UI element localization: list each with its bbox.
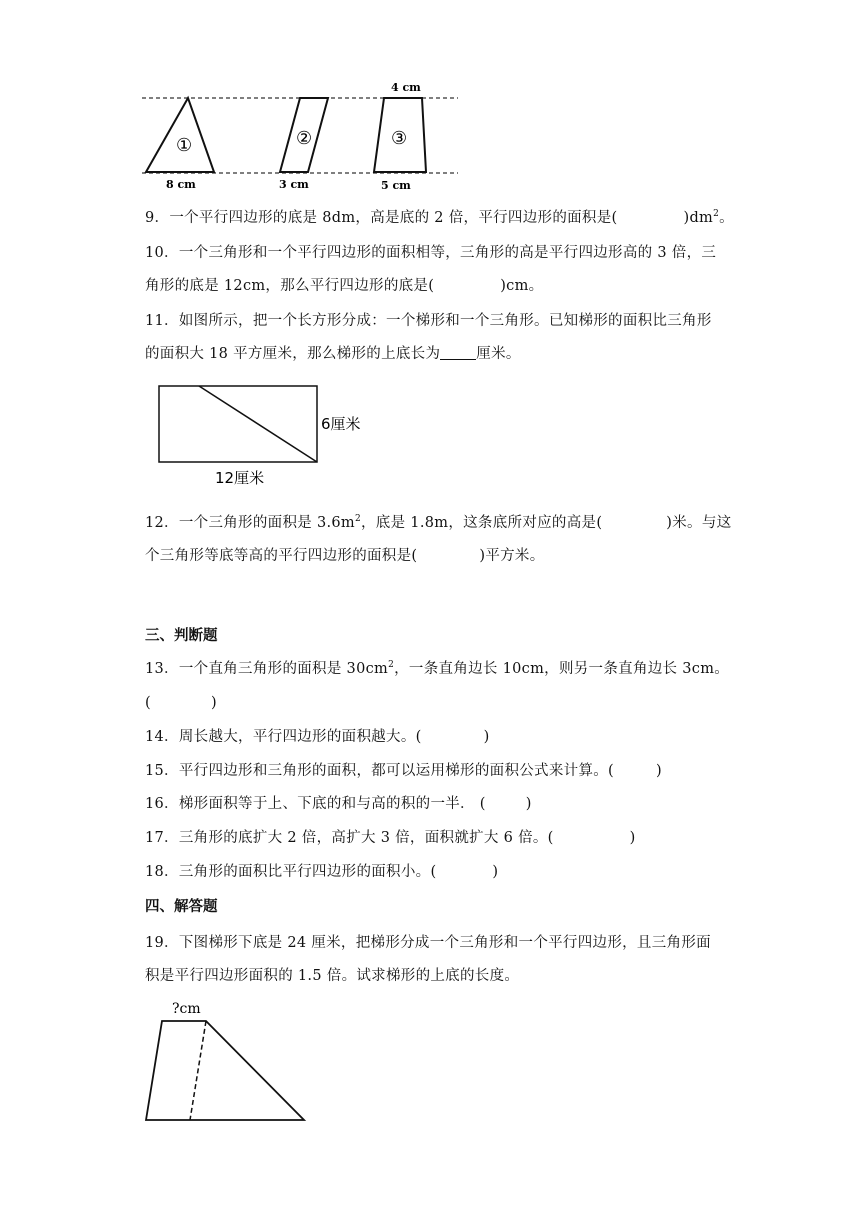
section-3-heading: 三、判断题 bbox=[145, 628, 218, 644]
question-13-line-1: 13．一个直角三角形的面积是 $30cm^2$，一条直角边长 10cm，则另一条直角边长 3cm。 bbox=[145, 660, 730, 677]
question-19-line-1: 19．下图梯形下底是 24 厘米，把梯形分成一个三角形和一个平行四边形，且三角形面 bbox=[145, 935, 711, 951]
trapezoid-shape bbox=[146, 1021, 304, 1120]
question-14: 14．周长越大，平行四边形的面积越大。( ) bbox=[145, 729, 490, 745]
shape-3-label: ③ bbox=[391, 128, 408, 149]
shape-1-label: ① bbox=[176, 135, 193, 156]
question-12-line-1: 12．一个三角形的面积是 $3.6m^2$，底是 1.8m，这条底所对应的高是( )米。与这 bbox=[145, 514, 732, 531]
width-label: 12厘米 bbox=[215, 469, 265, 487]
question-16: 16．梯形面积等于上、下底的和与高的积的一半． ( ) bbox=[145, 796, 532, 812]
base-1-label: 8 cm bbox=[166, 178, 196, 191]
dashed-divider bbox=[190, 1021, 206, 1120]
question-15: 15．平行四边形和三角形的面积，都可以运用梯形的面积公式来计算。( ) bbox=[145, 763, 662, 779]
question-13-line-2: ( ) bbox=[145, 695, 217, 711]
question-12-line-2: 个三角形等底等高的平行四边形的面积是( )平方米。 bbox=[145, 548, 545, 564]
question-18: 18．三角形的面积比平行四边形的面积小。( ) bbox=[145, 864, 499, 880]
height-label: 6厘米 bbox=[321, 415, 361, 433]
section-4-heading: 四、解答题 bbox=[145, 899, 218, 915]
answer-blank[interactable] bbox=[440, 345, 476, 360]
top-base-label: ?cm bbox=[172, 1001, 201, 1017]
question-10-line-2: 角形的底是 12cm，那么平行四边形的底是( )cm。 bbox=[145, 278, 544, 294]
question-17: 17．三角形的底扩大 2 倍，高扩大 3 倍，面积就扩大 6 倍。( ) bbox=[145, 830, 636, 846]
question-8-figure bbox=[140, 76, 470, 196]
top-length-label: 4 cm bbox=[391, 81, 421, 94]
diagonal-line bbox=[199, 386, 317, 462]
question-10-line-1: 10．一个三角形和一个平行四边形的面积相等，三角形的高是平行四边形高的 3 倍，三 bbox=[145, 245, 717, 261]
question-9: 9．一个平行四边形的底是 8dm，高是底的 2 倍，平行四边形的面积是( )$dm^2$。 bbox=[145, 209, 734, 226]
question-11-line-1: 11．如图所示，把一个长方形分成：一个梯形和一个三角形。已知梯形的面积比三角形 bbox=[145, 313, 712, 329]
base-3-label: 5 cm bbox=[381, 179, 411, 192]
question-11-figure bbox=[155, 380, 375, 490]
shape-2-label: ② bbox=[296, 128, 313, 149]
question-11-line-2: 的面积大 18 平方厘米，那么梯形的上底长为 厘米。 bbox=[145, 346, 521, 362]
base-2-label: 3 cm bbox=[279, 178, 309, 191]
question-19-figure bbox=[140, 996, 315, 1126]
rectangle-shape bbox=[159, 386, 317, 462]
question-19-line-2: 积是平行四边形面积的 1.5 倍。试求梯形的上底的长度。 bbox=[145, 968, 520, 984]
